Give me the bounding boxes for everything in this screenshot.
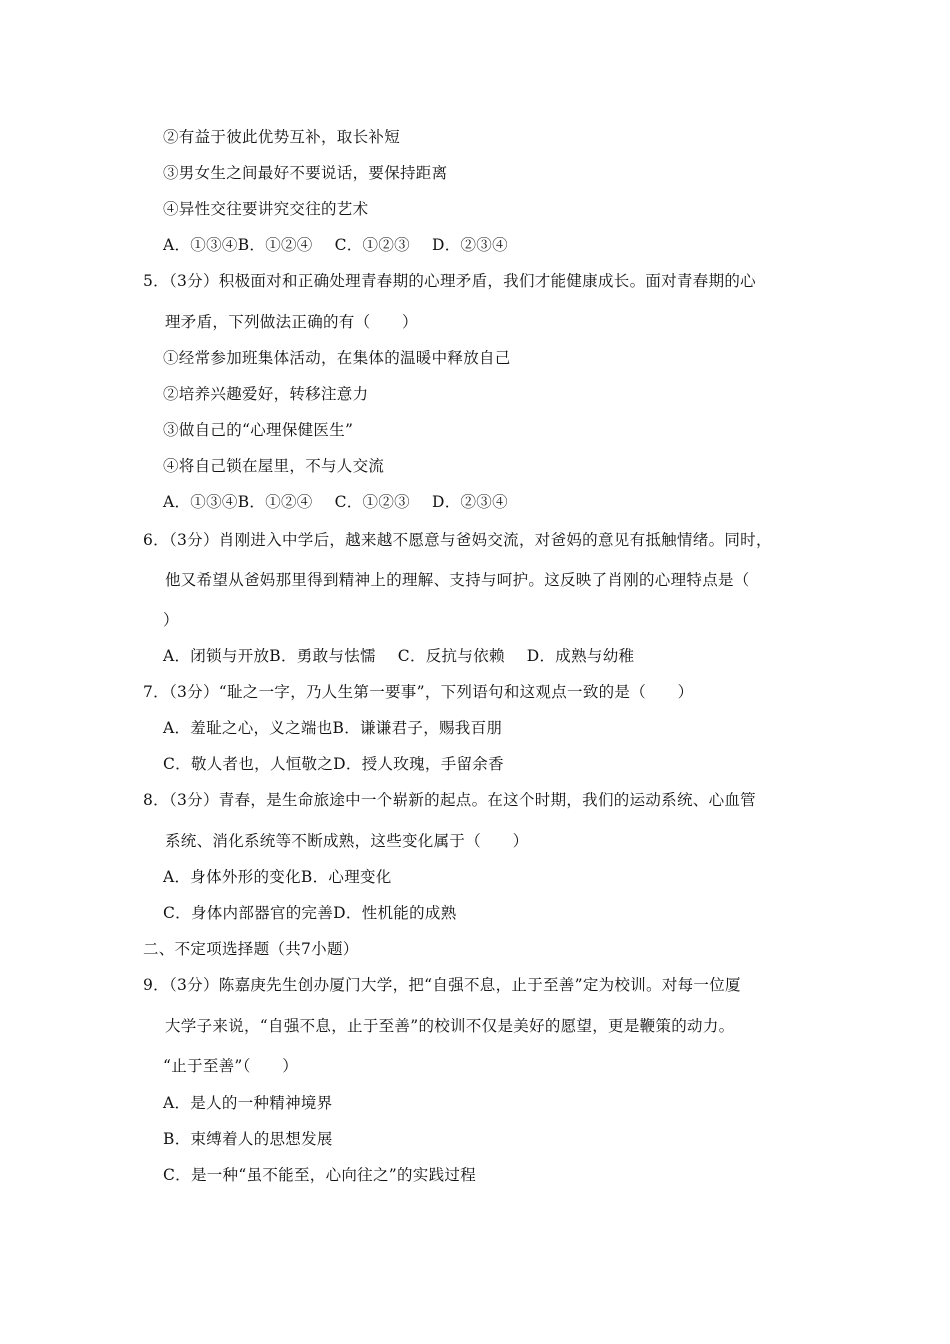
q8-options-row1 bbox=[163, 867, 392, 887]
q9-option-a[interactable]: A．是人的一种精神境界 bbox=[163, 1094, 333, 1112]
q8-option-b[interactable]: B．心理变化 bbox=[300, 868, 392, 886]
q9-stem-line1: 9．（3分）陈嘉庚先生创办厦门大学，把“自强不息，止于至善”定为校训。对每一位厦 bbox=[143, 976, 741, 994]
q7-option-b[interactable]: B．谦谦君子，赐我百朋 bbox=[332, 719, 503, 737]
q6-option-b[interactable]: B．勇敢与怯懦 bbox=[269, 647, 376, 665]
q4-item-4: ④异性交往要讲究交往的艺术 bbox=[163, 200, 369, 218]
q8-option-d[interactable]: D．性机能的成熟 bbox=[333, 904, 457, 922]
q7-stem: 7．（3分）“耻之一字，乃人生第一要事”，下列语句和这观点一致的是（ ） bbox=[143, 683, 694, 701]
q5-option-a[interactable]: A．①③④ bbox=[163, 493, 238, 511]
q5-option-d[interactable]: D．②③④ bbox=[431, 493, 508, 511]
q5-item-1: ①经常参加班集体活动，在集体的温暖中释放自己 bbox=[163, 349, 511, 367]
q9-option-c[interactable]: C．是一种“虽不能至，心向往之”的实践过程 bbox=[163, 1166, 477, 1184]
q7-options-row2 bbox=[163, 754, 504, 774]
q4-options bbox=[163, 235, 508, 255]
q6-stem-line3: ） bbox=[163, 611, 179, 629]
q9-stem-line2: 大学子来说，“自强不息，止于至善”的校训不仅是美好的愿望，更是鞭策的动力。 bbox=[165, 1017, 735, 1035]
q5-options bbox=[163, 492, 508, 512]
q4-item-3: ③男女生之间最好不要说话，要保持距离 bbox=[163, 164, 448, 182]
q6-stem-line2: 他又希望从爸妈那里得到精神上的理解、支持与呵护。这反映了肖刚的心理特点是（ bbox=[165, 571, 750, 589]
q5-stem-line1: 5．（3分）积极面对和正确处理青春期的心理矛盾，我们才能健康成长。面对青春期的心 bbox=[143, 272, 756, 290]
q8-stem-line2: 系统、消化系统等不断成熟，这些变化属于（ ） bbox=[165, 832, 529, 850]
q4-option-d[interactable]: D．②③④ bbox=[431, 236, 508, 254]
q5-item-3: ③做自己的“心理保健医生” bbox=[163, 421, 354, 439]
q4-option-b[interactable]: B．①②④ bbox=[237, 236, 313, 254]
q6-option-c[interactable]: C．反抗与依赖 bbox=[397, 647, 505, 665]
q8-option-a[interactable]: A．身体外形的变化 bbox=[163, 868, 301, 886]
q9-option-b[interactable]: B．束缚着人的思想发展 bbox=[163, 1130, 333, 1148]
q6-options bbox=[163, 646, 634, 666]
q5-option-b[interactable]: B．①②④ bbox=[237, 493, 313, 511]
q9-stem-line3: “止于至善”（ ） bbox=[163, 1057, 299, 1075]
q5-option-c[interactable]: C．①②③ bbox=[334, 493, 410, 511]
q5-item-4: ④将自己锁在屋里，不与人交流 bbox=[163, 457, 385, 475]
q6-option-a[interactable]: A．闭锁与开放 bbox=[163, 647, 270, 665]
section-heading: 二、不定项选择题（共7小题） bbox=[143, 940, 359, 958]
q6-option-d[interactable]: D．成熟与幼稚 bbox=[526, 647, 635, 665]
q8-options-row2 bbox=[163, 903, 457, 923]
q7-options-row1 bbox=[163, 718, 502, 738]
q4-option-c[interactable]: C．①②③ bbox=[334, 236, 410, 254]
q7-option-c[interactable]: C．敬人者也，人恒敬之 bbox=[163, 755, 334, 773]
q7-option-d[interactable]: D．授人玫瑰，手留余香 bbox=[333, 755, 504, 773]
q7-option-a[interactable]: A．羞耻之心，义之端也 bbox=[163, 719, 333, 737]
q8-stem-line1: 8．（3分）青春，是生命旅途中一个崭新的起点。在这个时期，我们的运动系统、心血管 bbox=[143, 791, 756, 809]
q6-stem-line1: 6．（3分）肖刚进入中学后，越来越不愿意与爸妈交流，对爸妈的意见有抵触情绪。同时， bbox=[143, 531, 772, 549]
q4-item-2: ②有益于彼此优势互补，取长补短 bbox=[163, 128, 401, 146]
q4-option-a[interactable]: A．①③④ bbox=[163, 236, 238, 254]
q5-item-2: ②培养兴趣爱好，转移注意力 bbox=[163, 385, 369, 403]
q5-stem-line2: 理矛盾，下列做法正确的有（ ） bbox=[165, 313, 418, 331]
q8-option-c[interactable]: C．身体内部器官的完善 bbox=[163, 904, 334, 922]
